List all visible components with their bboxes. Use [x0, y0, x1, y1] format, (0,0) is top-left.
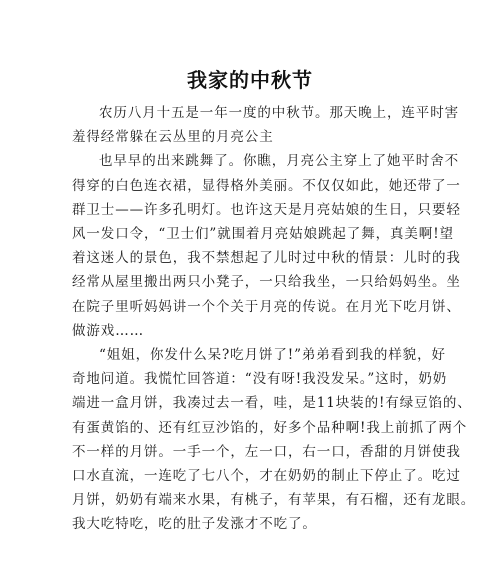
document-title: 我家的中秋节	[187, 68, 313, 92]
text-line: 做游戏……	[72, 322, 144, 339]
text-line: 群卫士——许多孔明灯。也许这天是月亮姑娘的生日，只要轻	[72, 201, 461, 218]
text-line: 经常从屋里搬出两只小凳子，一只给我坐，一只给妈妈坐。坐	[72, 274, 461, 291]
text-line: 风一发口令，“卫士们”就围着月亮姑娘跳起了舞，真美啊!望	[72, 226, 454, 243]
text-line: 端进一盒月饼，我凑过去一看，哇，是11块装的!有绿豆馅的、	[72, 395, 472, 412]
text-line: 月饼，奶奶有端来水果，有桃子，有苹果，有石榴，还有龙眼。	[72, 492, 476, 509]
text-line: 着这迷人的景色，我不禁想起了儿时过中秋的情景：儿时的我	[72, 250, 461, 267]
text-line: 有蛋黄馅的、还有红豆沙馅的，好多个品种啊!我上前抓了两个	[72, 419, 468, 436]
document-body	[72, 101, 476, 537]
text-line: 口水直流，一连吃了七八个，才在奶奶的制止下停止了。吃过	[72, 468, 461, 485]
paragraph-1	[72, 101, 459, 149]
paragraph-3	[72, 343, 476, 537]
paragraph-2	[72, 149, 461, 343]
text-line: 也早早的出来跳舞了。你瞧，月亮公主穿上了她平时舍不	[99, 153, 459, 170]
text-line: 在院子里听妈妈讲一个个关于月亮的传说。在月光下吃月饼、	[72, 298, 461, 315]
text-line: 不一样的月饼。一手一个，左一口，右一口，香甜的月饼使我	[72, 443, 461, 460]
text-line: “姐姐，你发什么呆?吃月饼了!”弟弟看到我的样貌，好	[99, 347, 446, 364]
text-line: 得穿的白色连衣裙，显得格外美丽。不仅仅如此，她还带了一	[72, 177, 461, 194]
text-line: 羞得经常躲在云丛里的月亮公主	[72, 129, 274, 146]
text-line: 我大吃特吃，吃的肚子发涨才不吃了。	[72, 516, 317, 533]
text-line: 农历八月十五是一年一度的中秋节。那天晚上，连平时害	[99, 105, 459, 121]
text-line: 奇地问道。我慌忙回答道：“没有呀!我没发呆。”这时，奶奶	[72, 371, 448, 388]
